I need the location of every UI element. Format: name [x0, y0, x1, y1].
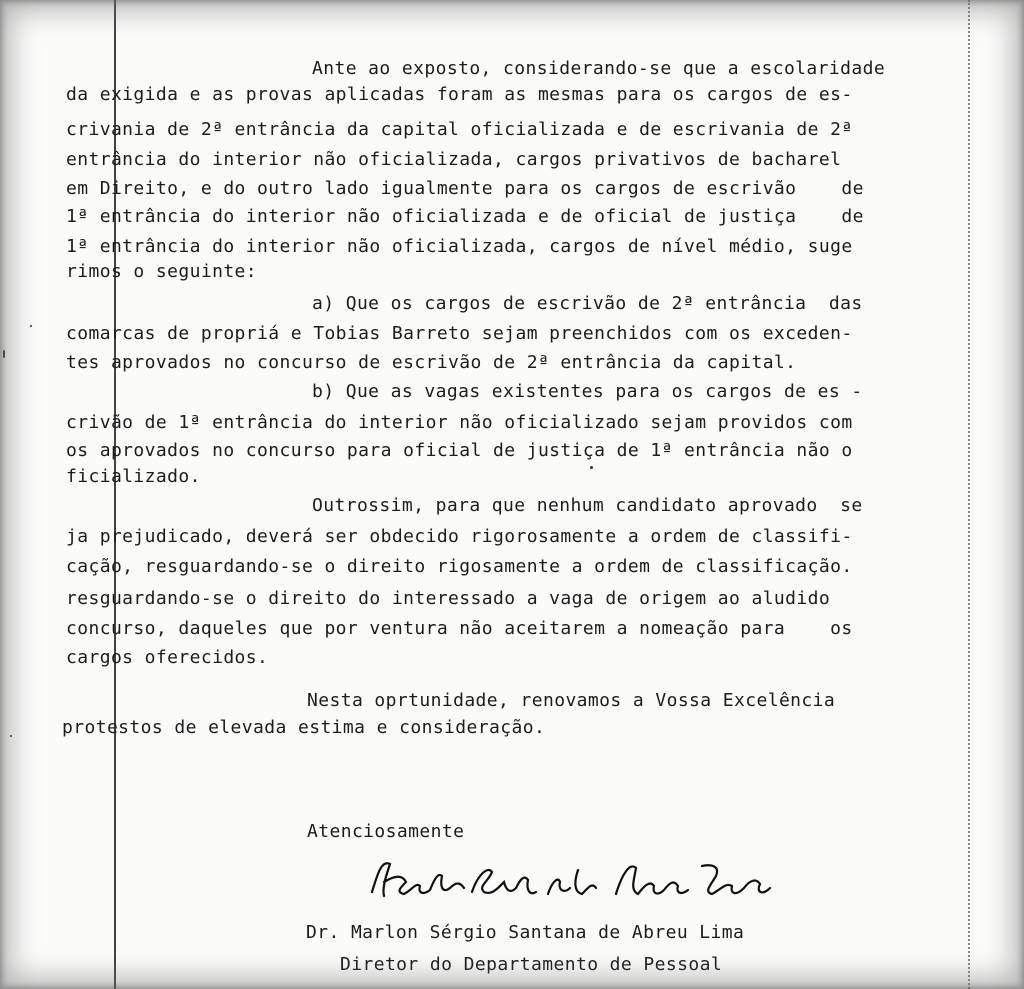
paragraph-line: entrância do interior não oficializada, cargos privativos de bacharel	[66, 149, 842, 170]
list-item-line: a) Que os cargos de escrivão de 2ª entrância das	[312, 293, 863, 314]
paragraph-line: rimos o seguinte:	[66, 261, 258, 282]
scan-speck	[590, 466, 593, 469]
signer-title: Diretor do Departamento de Pessoal	[340, 954, 723, 975]
list-item-line: ficializado.	[66, 466, 201, 487]
paragraph-line: concurso, daqueles que por ventura não aceitarem a nomeação para os	[66, 618, 853, 639]
scan-speck	[10, 735, 12, 737]
paragraph-line: da exigida e as provas aplicadas foram as mesmas para os cargos de es-	[66, 84, 853, 105]
handwritten-signature	[360, 852, 780, 910]
list-item-line: os aprovados no concurso para oficial de justiça de 1ª entrância não o	[66, 440, 853, 461]
signer-name: Dr. Marlon Sérgio Santana de Abreu Lima	[306, 922, 745, 943]
closing: Atenciosamente	[307, 821, 465, 842]
paragraph-line: cargos oferecidos.	[66, 647, 269, 668]
paragraph-line: protestos de elevada estima e consideração.	[62, 717, 546, 738]
paragraph-line: Nesta oprtunidade, renovamos a Vossa Excelência	[307, 690, 836, 711]
paragraph-line: ja prejudicado, deverá ser obdecido rigorosamente a ordem de classifi-	[66, 526, 853, 547]
paragraph-line: em Direito, e do outro lado igualmente para os cargos de escrivão de	[66, 178, 864, 199]
paragraph-line: cação, resguardando-se o direito rigosamente a ordem de classificação.	[66, 556, 853, 577]
list-item-line: b) Que as vagas existentes para os cargos de es -	[312, 381, 863, 402]
scan-perforation-edge	[968, 0, 971, 989]
paragraph-line: Ante ao exposto, considerando-se que a escolaridade	[312, 58, 886, 79]
list-item-line: comarcas de propriá e Tobias Barreto sejam preenchidos com os exceden-	[66, 323, 853, 344]
scan-speck	[30, 325, 32, 327]
paragraph-line: resguardando-se o direito do interessado a vaga de origem ao aludido	[66, 588, 831, 609]
paragraph-line: 1ª entrância do interior não oficializada e de oficial de justiça de	[66, 206, 864, 227]
list-item-line: crivão de 1ª entrância do interior não oficializado sejam providos com	[66, 412, 853, 433]
paragraph-line: 1ª entrância do interior não oficializada, cargos de nível médio, suge	[66, 236, 853, 257]
list-item-line: tes aprovados no concurso de escrivão de 2ª entrância da capital.	[66, 352, 797, 373]
paragraph-line: crivania de 2ª entrância da capital oficializada e de escrivania de 2ª	[66, 119, 853, 140]
paragraph-line: Outrossim, para que nenhum candidato aprovado se	[312, 495, 863, 516]
scan-speck	[3, 350, 5, 358]
